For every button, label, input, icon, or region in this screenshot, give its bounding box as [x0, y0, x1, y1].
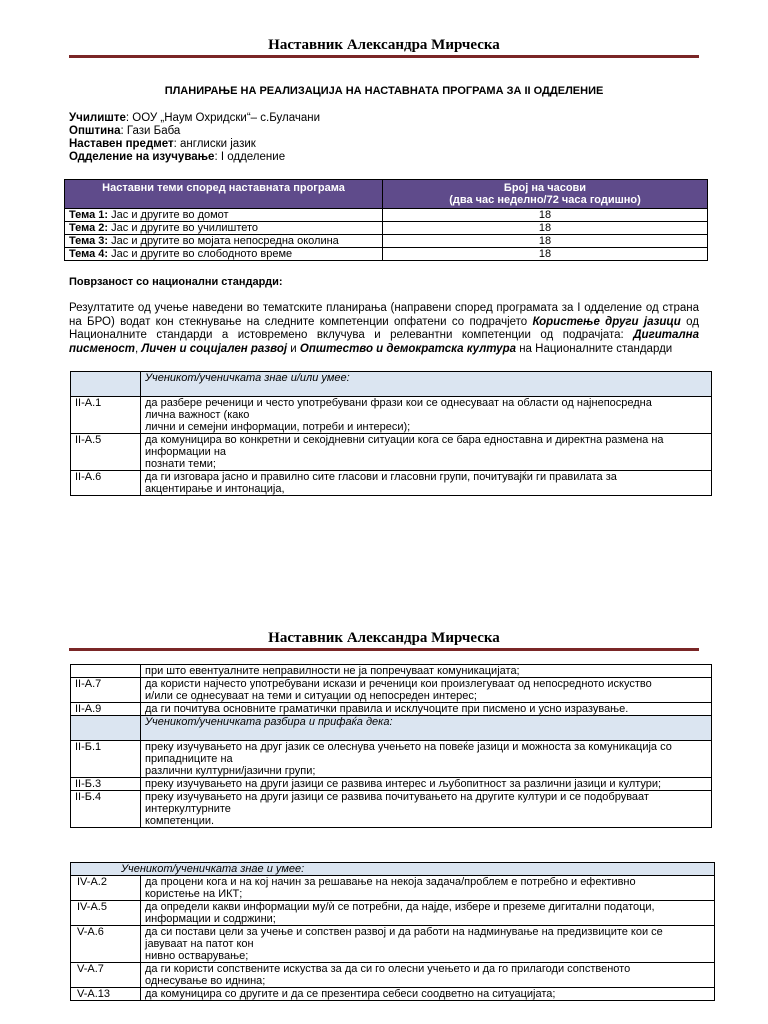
table-row: II-А.1 да разбере реченици и често употребувани фрази кои се однесуваат на области од најнепосредна лична важност (како лични и семејни информации, потреби и интереси); [71, 397, 712, 434]
info-grade: Одделение на изучување: I одделение [69, 151, 286, 163]
topic-row: Тема 1: Јас и другите во домот 18 [65, 209, 708, 222]
table-subheader-row [71, 716, 712, 741]
table-row: II-А.5 да комуницира во конкретни и секојдневни ситуации кога се бара едноставна и директна размена на информации на познати теми; [71, 434, 712, 471]
topics-table [64, 179, 708, 261]
table-row: II-А.7 да користи најчесто употребувани искази и реченици кои произлегуваат од непосредното искуство и/или се однесуваат на теми и ситуации од непосреден интерес; [71, 678, 712, 703]
topic-row: Тема 2: Јас и другите во училиштето 18 [65, 222, 708, 235]
table-row: II-А.6 да ги изговара јасно и правилно сите гласови и гласовни групи, почитувајќи ги правилата за акцентирање и интонација, [71, 471, 712, 496]
topic-row: Тема 3: Јас и другите во мојата непосредна околина 18 [65, 235, 708, 248]
table-row: II-Б.1 преку изучувањето на друг јазик се олеснува учењето на повеќе јазици и можноста за комуникација со припадниците на различни културни/јазични групи; [71, 741, 712, 778]
table-row: V-А.6 да си постави цели за учење и сопствен развој и да работи на надминување на предизвиците кои се јавуваат на патот кон нивно остварување; [71, 926, 715, 963]
table-row: при што евентуалните неправилности не ја попречуваат комуникацијата; [71, 665, 712, 678]
topics-header-row [65, 180, 708, 209]
competences-table-3 [70, 862, 715, 1001]
topic-row: Тема 4: Јас и другите во слободното време 18 [65, 248, 708, 261]
page-header-teacher: Наставник Александра Мирческа [268, 630, 500, 646]
info-subject: Наставен предмет: англиски јазик [69, 138, 256, 150]
header-divider [69, 55, 699, 58]
table-row: V-А.7 да ги користи сопствените искуства за да си го олесни учењето и да го прилагоди сопственото однесување во иднина; [71, 963, 715, 988]
table-header-cell: Ученикот/ученичката знае и умее: [71, 863, 715, 876]
hours-col-header: Број на часови (два час неделно/72 часа годишно) [383, 180, 708, 209]
standards-paragraph: Резултатите од учење наведени во тематските планирања (направени според програмата за I одделение од страна на БРО) водат кон стекнување на следните компетенции опфатени со подрачјето Користење други јазици од Националните стандарди а истовремено вклучува и релевантни компетенции од подрачјата: Дигитална писменост, Личен и социјален развој и Општество и демократска култура на Националните стандарди [69, 302, 699, 355]
topics-col-header: Наставни теми според наставната програма [65, 180, 383, 209]
table-header-row [71, 372, 712, 397]
info-school: Училиште: ООУ „Наум Охридски“– с.Булачани [69, 112, 321, 124]
table-row: V-А.13 да комуницира со другите и да се презентира себеси соодветно на ситуацијата; [71, 988, 715, 1001]
table-subheader-cell: Ученикот/ученичката разбира и прифаќа дека: [141, 716, 712, 741]
table-row: II-Б.4 преку изучувањето на други јазици се развива почитувањето на другите култури и се подобруваат интеркултурните компетенции. [71, 791, 712, 828]
document-title: ПЛАНИРАЊЕ НА РЕАЛИЗАЦИЈА НА НАСТАВНАТА ПРОГРАМА ЗА II ОДДЕЛЕНИЕ [164, 85, 604, 97]
table-row: II-А.9 да ги почитува основните граматички правила и исклучоците при писмено и усно изразување. [71, 703, 712, 716]
table-row: IV-А.5 да определи какви информации му/ѝ се потребни, да најде, избере и преземе дигитални податоци, информации и содржини; [71, 901, 715, 926]
table-header-cell: Ученикот/ученичката знае и/или умее: [141, 372, 712, 397]
competences-table-1 [70, 371, 712, 496]
table-header-row [71, 863, 715, 876]
table-row: II-Б.3 преку изучувањето на други јазици се развива интерес и љубопитност за различни јазици и култури; [71, 778, 712, 791]
school-info-block [69, 112, 699, 164]
info-municipality: Општина: Гази Баба [69, 125, 181, 137]
header-divider [69, 648, 699, 651]
page-header-teacher: Наставник Александра Мирческа [268, 37, 500, 53]
table-row: IV-А.2 да процени кога и на кој начин за решавање на некоја задача/проблем е потребно и ефективно користење на ИКТ; [71, 876, 715, 901]
standards-heading: Поврзаност со национални стандарди: [69, 276, 283, 288]
competences-table-2 [70, 664, 712, 828]
